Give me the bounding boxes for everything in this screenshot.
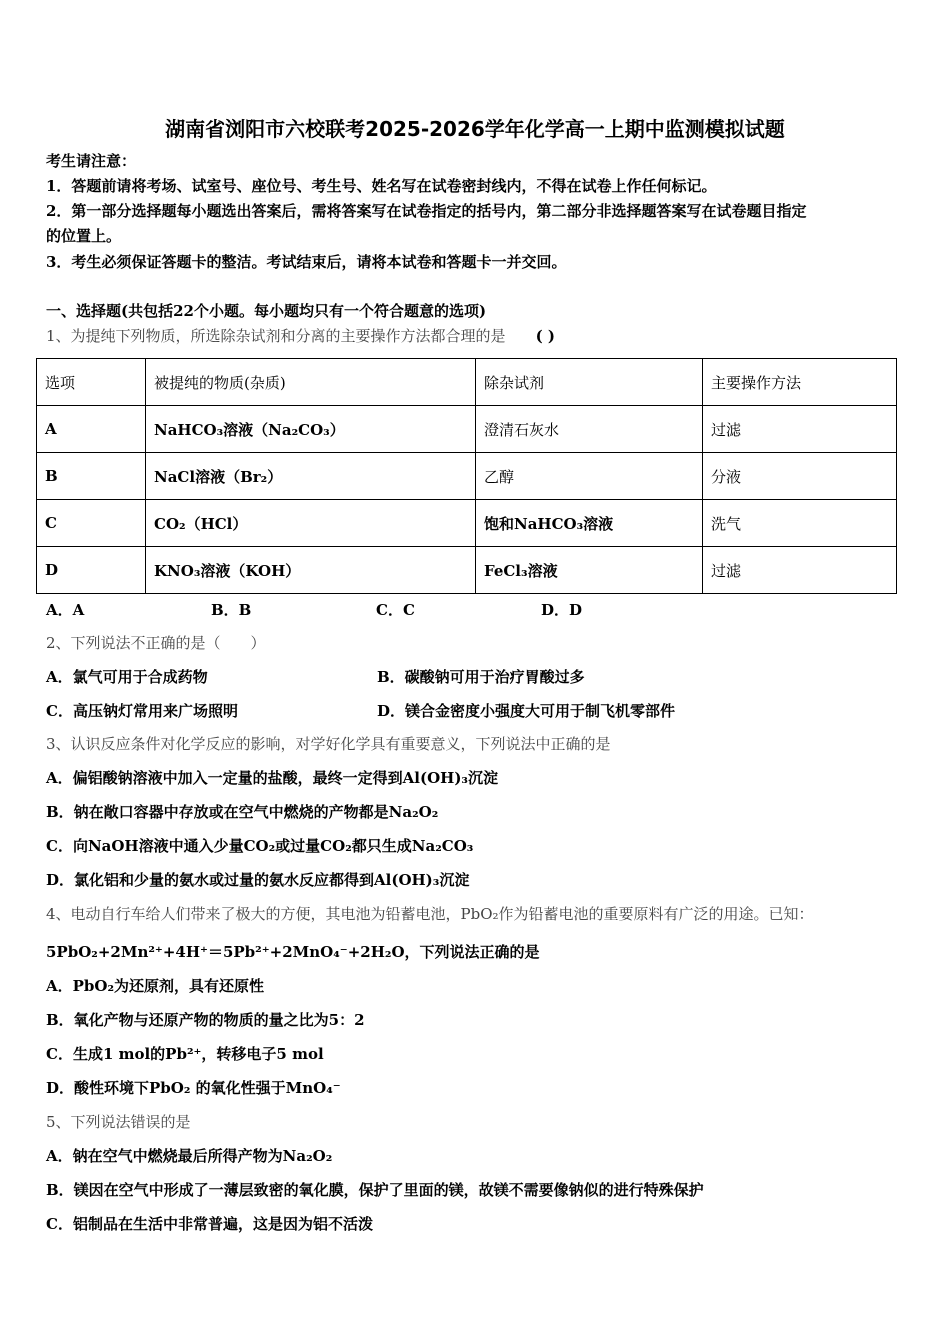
question-4-equation: 5PbO₂+2Mn²⁺+4H⁺＝5Pb²⁺+2MnO₄⁻+2H₂O，下列说法正确的是: [46, 943, 540, 961]
header-cell: 除杂试剂: [476, 359, 703, 406]
question-1-table: [36, 358, 897, 594]
cell: 过滤: [703, 547, 897, 594]
option-a: A．氯气可用于合成药物: [46, 668, 208, 686]
cell: A: [37, 406, 146, 453]
option-c: C．向NaOH溶液中通入少量CO₂或过量CO₂都只生成Na₂CO₃: [46, 837, 474, 855]
option-b: B．镁因在空气中形成了一薄层致密的氧化膜，保护了里面的镁，故镁不需要像钠似的进行特殊保护: [46, 1181, 704, 1199]
option-d: D．D: [541, 601, 583, 619]
option-b: B．氧化产物与还原产物的物质的量之比为5：2: [46, 1011, 365, 1029]
cell: 过滤: [703, 406, 897, 453]
option-b: B．碳酸钠可用于治疗胃酸过多: [377, 668, 585, 686]
option-c: C．铝制品在生活中非常普遍，这是因为铝不活泼: [46, 1215, 373, 1233]
option-c: C．高压钠灯常用来广场照明: [46, 702, 238, 720]
option-a: A．偏铝酸钠溶液中加入一定量的盐酸，最终一定得到Al(OH)₃沉淀: [46, 769, 498, 787]
option-a: A．PbO₂为还原剂，具有还原性: [46, 977, 265, 995]
question-1-stem: [46, 326, 555, 346]
notice-heading: 考生请注意：: [46, 152, 137, 170]
cell: KNO₃溶液（KOH）: [146, 547, 476, 594]
option-d: D．镁合金密度小强度大可用于制飞机零部件: [377, 702, 676, 720]
cell: 洗气: [703, 500, 897, 547]
option-c: C．C: [376, 601, 415, 619]
option-b: B．B: [211, 601, 252, 619]
cell: NaHCO₃溶液（Na₂CO₃）: [146, 406, 476, 453]
answer-bracket: ( ): [535, 327, 555, 345]
option-d: D．酸性环境下PbO₂ 的氧化性强于MnO₄⁻: [46, 1079, 341, 1097]
notice-item: 的位置上。: [46, 227, 122, 245]
header-cell: 被提纯的物质(杂质): [146, 359, 476, 406]
cell: 饱和NaHCO₃溶液: [476, 500, 703, 547]
notice-item: 1．答题前请将考场、试室号、座位号、考生号、姓名写在试卷密封线内，不得在试卷上作任何标记。: [46, 177, 717, 195]
option-a: A．钠在空气中燃烧最后所得产物为Na₂O₂: [46, 1147, 333, 1165]
table-row: [37, 406, 897, 453]
cell: C: [37, 500, 146, 547]
table-header-row: [37, 359, 897, 406]
option-d: D．氯化铝和少量的氨水或过量的氨水反应都得到Al(OH)₃沉淀: [46, 871, 470, 889]
cell: 分液: [703, 453, 897, 500]
cell: NaCl溶液（Br₂）: [146, 453, 476, 500]
notice-item: 3．考生必须保证答题卡的整洁。考试结束后，请将本试卷和答题卡一并交回。: [46, 253, 567, 271]
option-b: B．钠在敞口容器中存放或在空气中燃烧的产物都是Na₂O₂: [46, 803, 439, 821]
cell: CO₂（HCl）: [146, 500, 476, 547]
option-c: C．生成1 mol的Pb²⁺，转移电子5 mol: [46, 1045, 324, 1063]
table-row: [37, 453, 897, 500]
header-cell: 主要操作方法: [703, 359, 897, 406]
table-row: [37, 547, 897, 594]
section-heading: 一、选择题(共包括22个小题。每小题均只有一个符合题意的选项): [46, 302, 487, 320]
cell: FeCl₃溶液: [476, 547, 703, 594]
header-cell: 选项: [37, 359, 146, 406]
cell: D: [37, 547, 146, 594]
stem-text: 1、为提纯下列物质，所选除杂试剂和分离的主要操作方法都合理的是: [46, 327, 506, 345]
notice-item: 2．第一部分选择题每小题选出答案后，需将答案写在试卷指定的括号内，第二部分非选择题答案写在试卷题目指定: [46, 202, 807, 220]
table-row: [37, 500, 897, 547]
question-2-stem: 2、下列说法不正确的是（ ）: [46, 634, 266, 652]
option-a: A．A: [46, 601, 85, 619]
cell: 澄清石灰水: [476, 406, 703, 453]
question-5-stem: 5、下列说法错误的是: [46, 1113, 191, 1131]
page-title: 湖南省浏阳市六校联考2025-2026学年化学高一上期中监测模拟试题: [165, 117, 785, 141]
cell: 乙醇: [476, 453, 703, 500]
question-4-stem: 4、电动自行车给人们带来了极大的方便，其电池为铅蓄电池，PbO₂作为铅蓄电池的重要原料有广泛的用途。已知：: [46, 905, 814, 923]
question-3-stem: 3、认识反应条件对化学反应的影响，对学好化学具有重要意义，下列说法中正确的是: [46, 735, 611, 753]
cell: B: [37, 453, 146, 500]
